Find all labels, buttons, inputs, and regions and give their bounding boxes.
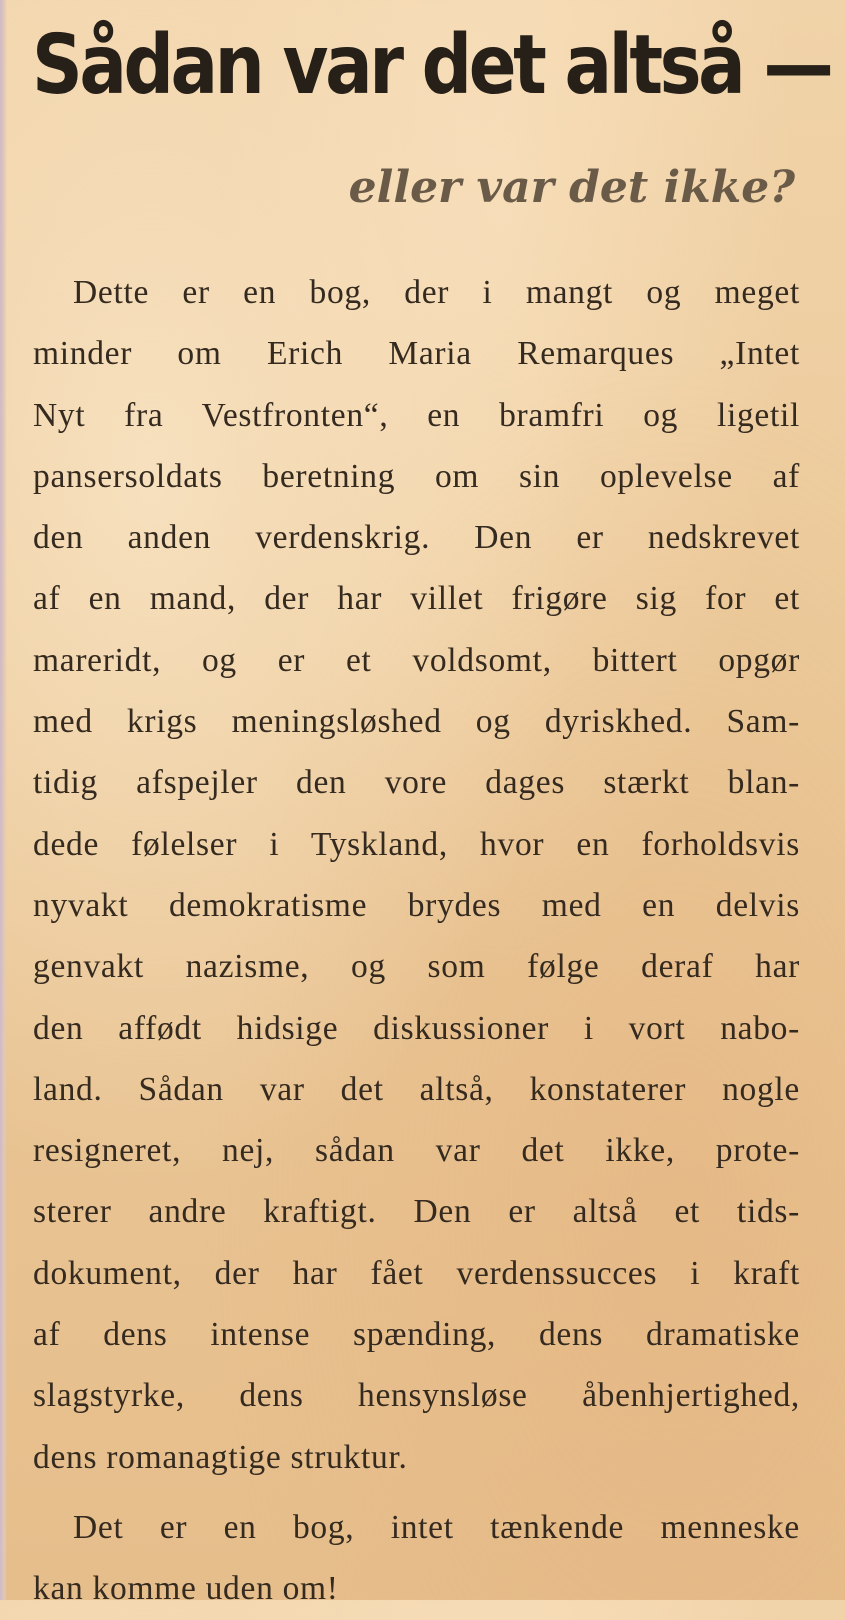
text-line: dokument, der har fået verdenssucces i kraft [33, 1254, 800, 1292]
subheadline: eller var det ikke? [348, 162, 795, 213]
text-line: med krigs meningsløshed og dyriskhed. Sam- [33, 703, 800, 741]
text-line: Nyt fra Vestfronten“, en bramfri og ligetil [33, 396, 800, 434]
text-line: genvakt nazisme, og som følge deraf har [33, 948, 800, 986]
text-line: af en mand, der har villet frigøre sig for et [33, 580, 800, 618]
text-line: minder om Erich Maria Remarques „Intet [33, 335, 800, 373]
paragraph-1 [33, 262, 800, 1488]
body-text [33, 262, 800, 1620]
text-line: pansersoldats beretning om sin oplevelse af [33, 457, 800, 495]
text-line: Dette er en bog, der i mangt og meget [73, 274, 800, 311]
text-line: dede følelser i Tyskland, hvor en forholdsvis [33, 825, 800, 863]
text-line: mareridt, og er et voldsomt, bittert opgør [33, 641, 800, 679]
text-line: Det er en bog, intet tænkende menneske [73, 1508, 800, 1546]
text-line: tidig afspejler den vore dages stærkt blan- [33, 764, 800, 802]
text-line: dens romanagtige struktur. [33, 1438, 408, 1476]
text-line: kan komme uden om! [33, 1570, 339, 1608]
text-line: nyvakt demokratisme brydes med en delvis [33, 886, 800, 924]
text-line: slagstyrke, dens hensynsløse åbenhjertighed, [33, 1377, 800, 1415]
text-line: land. Sådan var det altså, konstaterer nogle [33, 1070, 800, 1108]
text-line: af dens intense spænding, dens dramatiske [33, 1316, 800, 1354]
text-line: sterer andre kraftigt. Den er altså et tids- [33, 1193, 800, 1231]
text-line: den affødt hidsige diskussioner i vort nabo- [33, 1009, 800, 1047]
paragraph-2 [33, 1497, 800, 1620]
text-line: den anden verdenskrig. Den er nedskrevet [33, 519, 800, 557]
headline: Sådan var det altså — [32, 18, 831, 113]
text-line: resigneret, nej, sådan var det ikke, prote- [33, 1132, 800, 1170]
page-edge [0, 0, 7, 1600]
